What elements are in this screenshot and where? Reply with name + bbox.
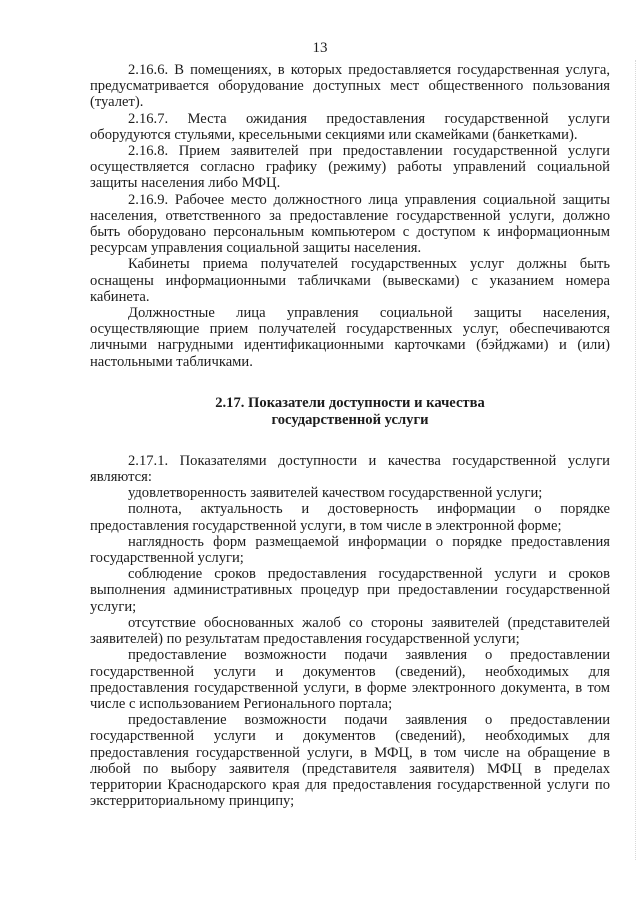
scan-margin-marks [625, 60, 636, 860]
section-heading-line1: 2.17. Показатели доступности и качества [215, 394, 485, 411]
paragraph-cabinets: Кабинеты приема получателей государственных услуг должны быть оснащены информационными табличками (вывесками) с указанием номера кабинета. [90, 256, 610, 305]
paragraph-2-16-7: 2.16.7. Места ожидания предоставления государственной услуги оборудуются стульями, кресельными секциями или скамейками (банкетками). [90, 110, 610, 143]
page-number: 13 [312, 40, 328, 56]
indicator-completeness: полнота, актуальность и достоверность информации о порядке предоставления государственной услуги, в том числе в электронной форме; [90, 501, 610, 534]
indicator-deadlines: соблюдение сроков предоставления государственной услуги и сроков выполнения административных процедур при предоставлении государственной услуги; [90, 566, 610, 615]
document-body [90, 62, 610, 809]
indicator-no-complaints: отсутствие обоснованных жалоб со стороны заявителей (представителей заявителей) по результатам предоставления государственной услуги; [90, 614, 610, 648]
indicator-satisfaction: удовлетворенность заявителей качеством государственной услуги; [128, 485, 543, 502]
paragraph-officials: Должностные лица управления социальной защиты населения, осуществляющие прием получателей государственных услуг, обеспечиваются личными нагрудными идентификационными карточками (бэйджами) и (или) настольными табличками. [90, 305, 610, 370]
paragraph-2-16-8: 2.16.8. Прием заявителей при предоставлении государственной услуги осуществляется согласно графику (режиму) работы управлений социальной защиты населения либо МФЦ. [90, 143, 610, 192]
paragraph-2-16-9: 2.16.9. Рабочее место должностного лица управления социальной защиты населения, ответственного за предоставление государственной услуги, должно быть оборудовано персональным компьютером с доступом к информационным ресурсам управления социальной защиты населения. [90, 191, 610, 257]
paragraph-2-16-6: 2.16.6. В помещениях, в которых предоставляется государственная услуга, предусматривается оборудование доступных мест общественного пользования (туалет). [90, 62, 610, 111]
paragraph-2-17-1: 2.17.1. Показателями доступности и качества государственной услуги являются: [90, 452, 610, 486]
section-heading-line2: государственной услуги [271, 411, 429, 428]
section-heading [90, 395, 610, 429]
indicator-mfc-submission: предоставление возможности подачи заявления о предоставлении государственной услуги и документов (сведений), необходимых для предоставления государственной услуги, в МФЦ, в том числе на обращение в любой по выбору заявителя (представителя заявителя) МФЦ в пределах территории Краснодарского края для предоставления государственной услуги по экстерриториальному принципу; [90, 712, 610, 810]
indicator-electronic-submission: предоставление возможности подачи заявления о предоставлении государственной услуги и документов (сведений), необходимых для предоставления государственной услуги, в форме электронного документа, в том числе с использованием Регионального портала; [90, 647, 610, 712]
indicator-clarity: наглядность форм размещаемой информации о порядке предоставления государственной услуги; [90, 533, 610, 567]
